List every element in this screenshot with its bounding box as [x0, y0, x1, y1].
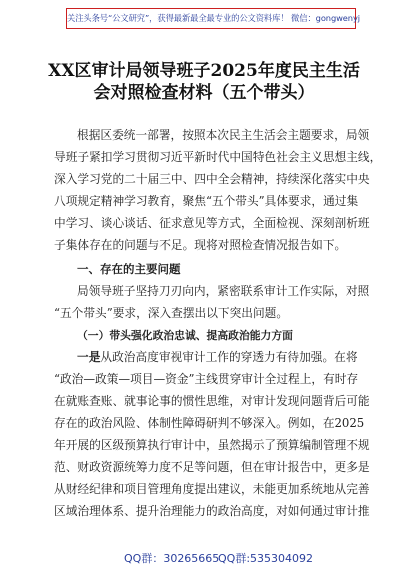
subsection-heading: （一）带头强化政治忠诚、提高政治能力方面 — [77, 329, 293, 342]
body-line: 区域治理体系、提升治理能力的政治高度，对如何通过审计推 — [54, 504, 370, 518]
section-heading: 一、存在的主要问题 — [77, 262, 181, 276]
document-title-line-1: XX区审计局领导班子2025年度民主生活 — [48, 61, 360, 81]
intro-line: 八项规定精神学习教育，聚焦“五个带头”具体要求，通过集 — [54, 194, 359, 208]
promo-banner: 关注头条号“公文研究”，获得最新最全最专业的公文资料库！ 微信：gongwenyj — [66, 8, 356, 29]
intro-line: 中学习、谈心谈话、征求意见等方式，全面检视、深刻剖析班 — [54, 216, 370, 230]
body-line: 范、财政资源统筹力度不足等问题，但在审计报告中，更多是 — [54, 460, 370, 474]
body-line: 年开展的区级预算执行审计中，虽然揭示了预算编制管理不规 — [54, 438, 370, 452]
body-line — [77, 350, 358, 365]
footer-qq-group-2: QQ群:535304092 — [218, 552, 314, 565]
lead-marker: 一是 — [77, 350, 101, 364]
document-title-line-2: 会对照检查材料（五个带头） — [93, 83, 315, 103]
intro-line: 深入学习党的二十届三中、四中全会精神，持续深化落实中央 — [54, 172, 370, 186]
section-line: 局领导班子坚持刀刃向内，紧密联系审计工作实际，对照 — [77, 284, 370, 298]
body-line: 从财经纪律和项目管理角度提出建议，未能更加系统地从完善 — [54, 482, 370, 496]
intro-line: 子集体存在的问题与不足。现将对照检查情况报告如下。 — [54, 238, 347, 252]
body-line-text: 从政治高度审视审计工作的穿透力有待加强。在将 — [100, 350, 358, 364]
intro-line: 导班子紧扣学习贯彻习近平新时代中国特色社会主义思想主线， — [54, 150, 382, 164]
body-line: “政治—政策—项目—资金”主线贯穿审计全过程上，有时存 — [54, 372, 359, 386]
section-line: “五个带头”要求，深入查摆出以下突出问题。 — [54, 306, 289, 320]
footer-qq-group-1: QQ群：30265665 — [124, 552, 220, 565]
intro-line: 根据区委统一部署，按照本次民主生活会主题要求，局领 — [77, 128, 370, 142]
body-line: 存在的政治风险、体制性障碍研判不够深入。例如，在2025 — [54, 416, 365, 430]
body-line: 在就账查账、就事论事的惯性思维，对审计发现问题背后可能 — [54, 394, 370, 408]
